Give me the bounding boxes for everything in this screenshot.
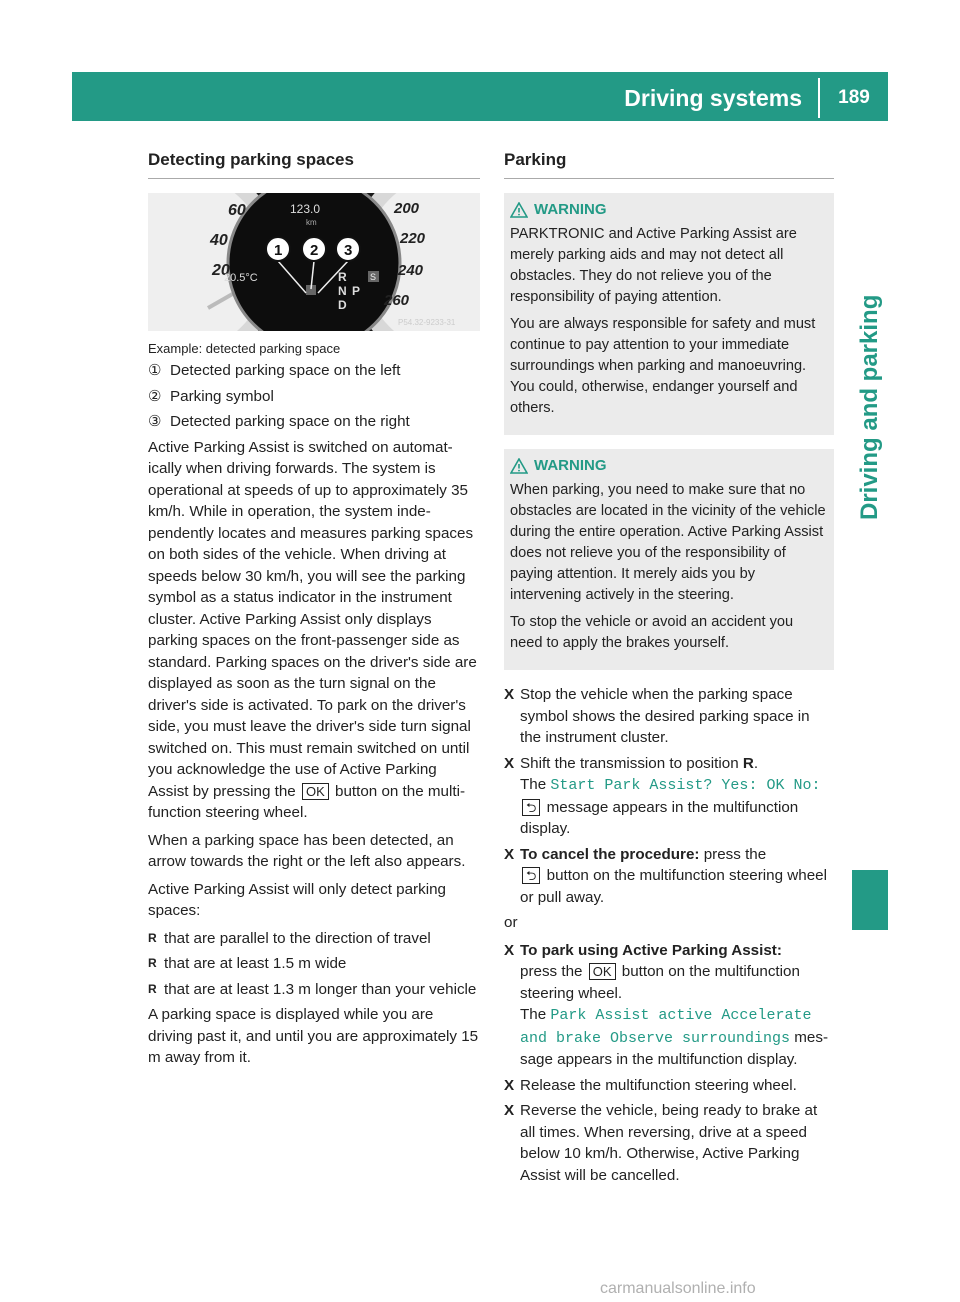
warning-icon [510,202,528,218]
header-bar [72,72,888,121]
gauge-tick-220: 220 [400,230,426,247]
warning-label: WARNING [534,201,607,218]
svg-text:1: 1 [274,242,283,259]
paragraph: A parking space is displayed while you are driving past it, and until you are approximately 15 m away from it. [148,1006,479,1066]
warning-text: When parking, you need to make sure that no obstacles are located in the vicinity of the vehicle during the entire operation. Active Parking Assist does not relieve you of the responsibility of paying attention. It merely aids you by intervening actively in the steering. [510,482,826,603]
right-column [504,150,834,1190]
step-arrow-icon: X [504,941,515,959]
gear-p: P [352,284,361,298]
figure-caption: Example: detected parking space [148,341,341,356]
instrument-cluster-figure [148,193,480,331]
paragraph: Active Parking Assist is switched on automatically when driving forwards. The system is operational at speeds of up to approximately 35 km/h. While in operation, the system independently locates and measures parking spaces on both sides of the vehicle. When driving at speeds below 30 km/h, you will see the parking symbol as a status indicator in the instrument cluster. Active Parking Assist only displays parking spaces on the front-passenger side as standard. Parking spaces on the driver's side are displayed as soon as the turn signal on the driver's side is activated. To park on the driver's side, you must leave the driver's side turn signal switched on. This must remain switched on until you acknowledge the use of Active Parking Assist by pressing the OK button on the multifunction steering wheel. [148,438,477,821]
chapter-tab [852,140,888,780]
left-section-title: Detecting parking spaces [148,150,480,179]
step-arrow-icon: X [504,686,515,703]
figure-code: P54.32-9233-31 [398,318,456,327]
odometer: 123.0 [290,202,321,216]
step-item: X To park using Active Parking Assist: press the OK button on the multifunction steering wheel. The Park Assist active Accelerate and brake Observe surroundings message appears in the multifunction display. [504,940,834,1071]
paragraph: Active Parking Assist will only detect parking spaces: [148,880,446,919]
gauge-tick-60: 60 [228,202,246,219]
gauge-tick-260: 260 [384,292,410,309]
chapter-tab-block [852,870,888,930]
watermark: carmanualsonline.info [600,1280,756,1297]
step-arrow-icon: X [504,1076,515,1094]
gear-n: N [338,284,347,298]
list-item: ① Detected parking space on the left [148,362,401,379]
gear-r: R [338,270,347,284]
ok-key-icon: OK [589,963,616,980]
ok-key-icon: OK [302,783,329,800]
gauge-tick-40: 40 [210,232,228,249]
step-item: X Stop the vehicle when the parking space symbol shows the desired parking space in the instrument cluster. [504,684,834,749]
paragraph: When a parking space has been detected, an arrow towards the right or the left also appears. [148,831,466,870]
warning-box [504,193,834,435]
gauge-tick-240: 240 [398,262,424,279]
step-item: X Release the multifunction steering wheel. [504,1075,834,1097]
left-column [148,150,480,1075]
warning-icon [510,458,528,474]
step-item: X Reverse the vehicle, being ready to brake at all times. When reversing, drive at a speed below 10 km/h. Otherwise, Active Parking Assist will be cancelled. [504,1100,834,1186]
odometer-unit: km [306,218,317,227]
bullet-item: R that are at least 1.5 m wide [148,955,347,972]
bullet-item: R that are at least 1.3 m longer than your vehicle [148,980,477,998]
warning-label: WARNING [534,457,607,474]
section-title: Driving systems [624,85,802,111]
list-item: ② Parking symbol [148,387,274,405]
chapter-tab-label: Driving and parking [856,294,883,520]
display-message: Start Park Assist? Yes: OK No: [550,777,821,794]
gauge-tick-200: 200 [394,200,420,217]
warning-box [504,449,834,670]
back-key-icon: ⮌ [522,867,540,884]
svg-text:S: S [370,272,377,282]
right-section-title: Parking [504,150,834,179]
or-text: or [504,914,518,931]
svg-text:3: 3 [344,242,353,259]
outside-temp: 20.5°C [224,272,258,284]
step-item: X Shift the transmission to position R. The Start Park Assist? Yes: OK No: ⮌ message appears in the multifunction display. [504,753,834,840]
page-number: 189 [838,87,870,108]
warning-text: You are always responsible for safety and must continue to pay attention to your immediate surroundings when parking and manoeuvring. You could, otherwise, endanger yourself and others. [510,316,816,416]
bullet-item: R that are parallel to the direction of travel [148,929,431,947]
step-arrow-icon: X [504,1102,515,1119]
step-arrow-icon: X [504,845,515,863]
step-arrow-icon: X [504,754,515,772]
warning-text: To stop the vehicle or avoid an accident you need to apply the brakes yourself. [510,614,794,651]
header-separator [818,78,820,118]
gear-d: D [338,298,347,312]
warning-text: PARKTRONIC and Active Parking Assist are merely parking aids and may not detect all obstacles. They do not relieve you of the responsibility of paying attention. [510,226,797,305]
step-item: X To cancel the procedure: press the ⮌ button on the multifunction steering wheel or pull away. [504,844,834,909]
list-item: ③ Detected parking space on the right [148,413,410,430]
display-message: Park Assist active Accelerate and brake Observe surroundings [520,1007,812,1047]
svg-text:2: 2 [310,242,319,259]
gauge-tick-20: 20 [212,262,230,279]
back-key-icon: ⮌ [522,799,540,816]
